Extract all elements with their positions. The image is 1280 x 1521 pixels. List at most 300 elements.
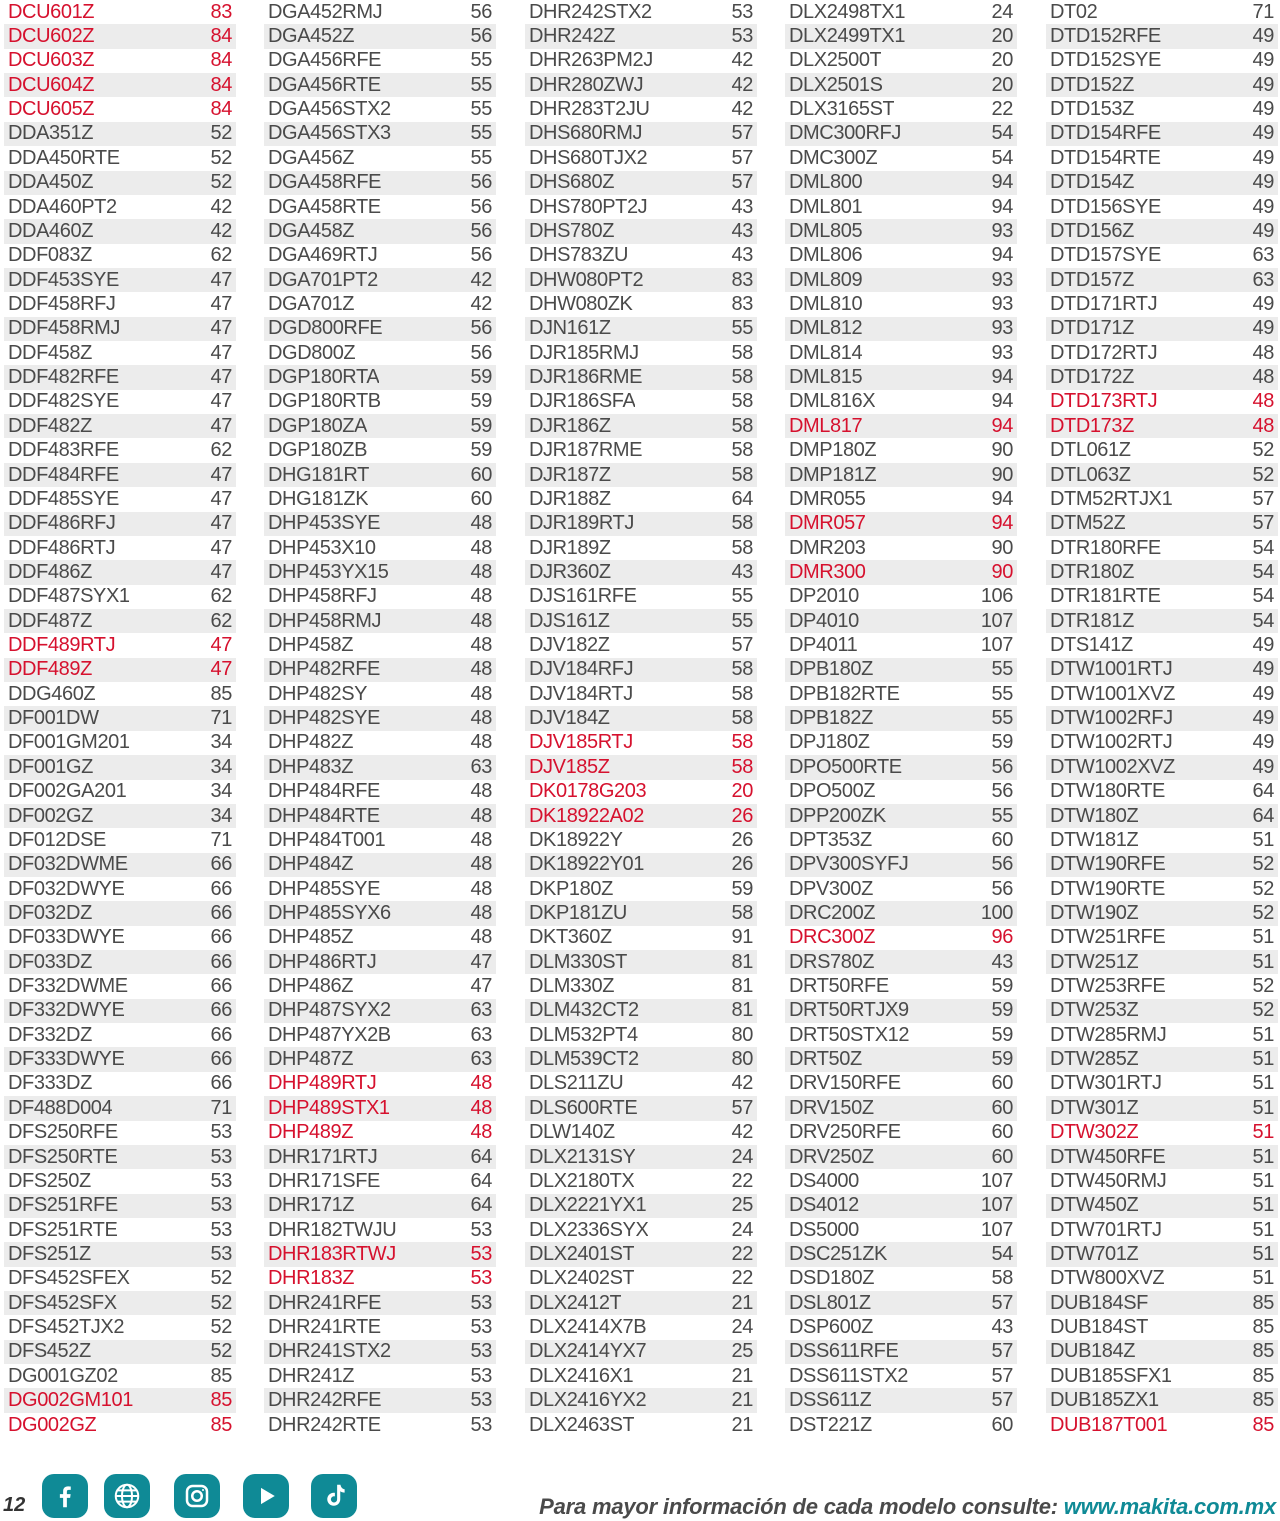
model-code: DDF483RFE bbox=[8, 439, 119, 462]
model-code: DTD154RTE bbox=[1050, 146, 1161, 169]
page-reference: 94 bbox=[991, 195, 1013, 218]
index-row bbox=[1046, 1194, 1278, 1218]
model-code: DTW285RMJ bbox=[1050, 1023, 1167, 1046]
model-code: DTW1002XVZ bbox=[1050, 755, 1175, 778]
model-code: DGA456RTE bbox=[268, 73, 381, 96]
index-row bbox=[4, 97, 236, 121]
page-reference: 54 bbox=[991, 146, 1013, 169]
page-reference: 56 bbox=[991, 755, 1013, 778]
index-row bbox=[785, 414, 1017, 438]
index-row bbox=[525, 1096, 757, 1120]
page-reference: 93 bbox=[991, 219, 1013, 242]
page-reference: 59 bbox=[991, 731, 1013, 754]
model-code: DF033DWYE bbox=[8, 926, 125, 949]
page-reference: 48 bbox=[470, 512, 492, 535]
model-code: DF001GM201 bbox=[8, 731, 130, 754]
index-row bbox=[1046, 536, 1278, 560]
index-row bbox=[264, 219, 496, 243]
model-code: DS4012 bbox=[789, 1194, 859, 1217]
model-code: DTD156Z bbox=[1050, 219, 1134, 242]
page-reference: 24 bbox=[731, 1316, 753, 1339]
index-row bbox=[264, 1194, 496, 1218]
index-row bbox=[4, 1023, 236, 1047]
page-number: 12 bbox=[3, 1494, 26, 1516]
index-row bbox=[4, 1218, 236, 1242]
model-code: DMP180Z bbox=[789, 439, 877, 462]
page-reference: 63 bbox=[470, 999, 492, 1022]
page-reference: 26 bbox=[731, 853, 753, 876]
page-reference: 85 bbox=[1252, 1364, 1274, 1387]
model-code: DTD153Z bbox=[1050, 98, 1134, 121]
page-reference: 90 bbox=[991, 463, 1013, 486]
page-reference: 71 bbox=[210, 707, 232, 730]
index-row bbox=[1046, 1364, 1278, 1388]
page-reference: 48 bbox=[470, 877, 492, 900]
model-code: DLM330Z bbox=[529, 975, 615, 998]
page-reference: 94 bbox=[991, 390, 1013, 413]
page-reference: 58 bbox=[731, 707, 753, 730]
model-code: DSS611Z bbox=[789, 1389, 872, 1412]
index-row bbox=[1046, 974, 1278, 998]
model-code: DLS600RTE bbox=[529, 1096, 638, 1119]
index-row bbox=[4, 828, 236, 852]
index-row bbox=[264, 24, 496, 48]
model-code: DFS452TJX2 bbox=[8, 1316, 125, 1339]
page-reference: 58 bbox=[731, 414, 753, 437]
page-reference: 94 bbox=[991, 487, 1013, 510]
index-row bbox=[1046, 609, 1278, 633]
index-row bbox=[4, 171, 236, 195]
model-code: DTD152SYE bbox=[1050, 49, 1161, 72]
page-reference: 22 bbox=[731, 1243, 753, 1265]
model-code: DTD171RTJ bbox=[1050, 292, 1158, 315]
index-row bbox=[4, 926, 236, 950]
page-reference: 49 bbox=[1252, 122, 1274, 145]
model-code: DK18922Y01 bbox=[529, 853, 644, 876]
model-code: DLM532PT4 bbox=[529, 1023, 638, 1046]
page-reference: 43 bbox=[991, 950, 1013, 973]
instagram-icon[interactable] bbox=[174, 1474, 220, 1518]
model-code: DHS780Z bbox=[529, 219, 615, 242]
model-code: DK0178G203 bbox=[529, 780, 647, 803]
index-row bbox=[4, 1121, 236, 1145]
index-row bbox=[264, 536, 496, 560]
page-reference: 57 bbox=[731, 634, 753, 657]
model-code: DRV150RFE bbox=[789, 1072, 901, 1095]
model-code: DDF485SYE bbox=[8, 487, 119, 510]
model-code: DHP453SYE bbox=[268, 512, 381, 535]
model-code: DJS161Z bbox=[529, 609, 610, 632]
page-reference: 49 bbox=[1252, 49, 1274, 72]
index-row bbox=[525, 901, 757, 925]
index-row bbox=[785, 438, 1017, 462]
model-code: DHP486RTJ bbox=[268, 950, 377, 973]
page-reference: 56 bbox=[470, 219, 492, 242]
page-reference: 55 bbox=[991, 804, 1013, 827]
index-row bbox=[525, 999, 757, 1023]
page-reference: 59 bbox=[470, 439, 492, 462]
model-code: DTW253RFE bbox=[1050, 975, 1166, 998]
model-code: DPB182RTE bbox=[789, 682, 900, 705]
index-row bbox=[4, 950, 236, 974]
index-row bbox=[1046, 487, 1278, 511]
index-row bbox=[525, 560, 757, 584]
index-row bbox=[4, 1291, 236, 1315]
index-row bbox=[264, 926, 496, 950]
index-row bbox=[525, 1169, 757, 1193]
page-reference: 66 bbox=[210, 950, 232, 973]
page-reference: 47 bbox=[210, 268, 232, 291]
index-row bbox=[525, 1291, 757, 1315]
page-reference: 85 bbox=[210, 1364, 232, 1387]
page-reference: 42 bbox=[731, 1072, 753, 1095]
page-reference: 54 bbox=[1252, 536, 1274, 559]
model-code: DDF486RTJ bbox=[8, 536, 116, 559]
model-code: DTW450Z bbox=[1050, 1194, 1139, 1217]
page-reference: 48 bbox=[1252, 390, 1274, 413]
tiktok-icon[interactable] bbox=[311, 1474, 357, 1518]
page-reference: 64 bbox=[731, 487, 753, 510]
page-reference: 52 bbox=[210, 146, 232, 169]
page-reference: 43 bbox=[731, 195, 753, 218]
model-code: DLX3165ST bbox=[789, 98, 895, 121]
page-reference: 51 bbox=[1252, 926, 1274, 949]
model-code: DTR180Z bbox=[1050, 560, 1134, 583]
page-reference: 60 bbox=[991, 1072, 1013, 1095]
model-code: DHP482RFE bbox=[268, 658, 380, 681]
page-reference: 64 bbox=[470, 1145, 492, 1168]
model-code: DTW1001RTJ bbox=[1050, 658, 1173, 681]
page-reference: 25 bbox=[731, 1194, 753, 1217]
index-row bbox=[525, 609, 757, 633]
page-reference: 25 bbox=[731, 1340, 753, 1363]
index-row bbox=[264, 0, 496, 24]
model-code: DHP458RFJ bbox=[268, 585, 377, 608]
index-row bbox=[264, 1315, 496, 1339]
model-code: DJV182Z bbox=[529, 634, 610, 657]
model-code: DHR242RTE bbox=[268, 1413, 381, 1436]
index-row bbox=[1046, 365, 1278, 389]
page-reference: 48 bbox=[470, 901, 492, 924]
model-code: DS5000 bbox=[789, 1218, 859, 1241]
index-row bbox=[4, 24, 236, 48]
page-reference: 34 bbox=[210, 780, 232, 803]
index-row bbox=[785, 780, 1017, 804]
page-reference: 49 bbox=[1252, 755, 1274, 778]
index-row bbox=[4, 804, 236, 828]
index-row bbox=[785, 1218, 1017, 1242]
index-row bbox=[264, 1145, 496, 1169]
page-reference: 42 bbox=[731, 49, 753, 72]
model-code: DP4011 bbox=[789, 634, 858, 657]
index-row bbox=[4, 1340, 236, 1364]
page-reference: 34 bbox=[210, 731, 232, 754]
page-reference: 21 bbox=[731, 1413, 753, 1436]
index-row bbox=[785, 853, 1017, 877]
model-code: DGA456STX3 bbox=[268, 122, 391, 145]
index-row bbox=[264, 1023, 496, 1047]
model-code: DML814 bbox=[789, 341, 863, 364]
model-code: DHS783ZU bbox=[529, 244, 629, 267]
model-code: DRV250Z bbox=[789, 1145, 874, 1168]
model-code: DDF482Z bbox=[8, 414, 92, 437]
model-code: DTD172Z bbox=[1050, 366, 1134, 389]
model-code: DHP483Z bbox=[268, 755, 354, 778]
page-reference: 57 bbox=[731, 1096, 753, 1119]
index-row bbox=[525, 682, 757, 706]
model-code: DTW302Z bbox=[1050, 1121, 1139, 1144]
page-reference: 48 bbox=[1252, 341, 1274, 364]
page-reference: 85 bbox=[1252, 1389, 1274, 1412]
model-code: DTW181Z bbox=[1050, 828, 1139, 851]
index-row bbox=[264, 512, 496, 536]
index-row bbox=[264, 292, 496, 316]
index-row bbox=[264, 97, 496, 121]
index-row bbox=[1046, 828, 1278, 852]
index-row bbox=[264, 341, 496, 365]
index-column-4 bbox=[785, 0, 1017, 1437]
index-row bbox=[1046, 1340, 1278, 1364]
page-reference: 94 bbox=[991, 171, 1013, 194]
page-reference: 55 bbox=[991, 707, 1013, 730]
page-reference: 85 bbox=[210, 1413, 232, 1436]
page-reference: 55 bbox=[991, 682, 1013, 705]
index-row bbox=[785, 292, 1017, 316]
index-row bbox=[785, 463, 1017, 487]
model-code: DHW080ZK bbox=[529, 292, 633, 315]
index-row bbox=[4, 1315, 236, 1339]
page-reference: 56 bbox=[470, 25, 492, 48]
model-code: DHP482Z bbox=[268, 731, 354, 754]
index-row bbox=[1046, 755, 1278, 779]
page-reference: 52 bbox=[210, 122, 232, 145]
index-row bbox=[525, 365, 757, 389]
model-code: DDF458Z bbox=[8, 341, 92, 364]
page-reference: 48 bbox=[470, 560, 492, 583]
page-reference: 59 bbox=[991, 1023, 1013, 1046]
model-code: DHP485SYX6 bbox=[268, 901, 391, 924]
model-code: DDF487SYX1 bbox=[8, 585, 130, 608]
index-column-1 bbox=[4, 0, 236, 1437]
model-code: DTD157SYE bbox=[1050, 244, 1161, 267]
model-code: DFS251RFE bbox=[8, 1194, 118, 1217]
page-reference: 22 bbox=[991, 98, 1013, 121]
footer-info bbox=[539, 1494, 1276, 1520]
index-row bbox=[1046, 1291, 1278, 1315]
model-code: DDF486Z bbox=[8, 560, 92, 583]
index-column-2 bbox=[264, 0, 496, 1437]
model-code: DFS251RTE bbox=[8, 1218, 118, 1241]
index-row bbox=[264, 49, 496, 73]
page-reference: 83 bbox=[731, 292, 753, 315]
page-reference: 59 bbox=[991, 1048, 1013, 1071]
model-code: DHR171RTJ bbox=[268, 1145, 378, 1168]
page-reference: 47 bbox=[210, 487, 232, 510]
page-reference: 48 bbox=[470, 634, 492, 657]
page-reference: 100 bbox=[980, 901, 1013, 924]
model-code: DDF458RFJ bbox=[8, 292, 116, 315]
model-code: DF032DZ bbox=[8, 901, 92, 924]
page-reference: 47 bbox=[210, 317, 232, 340]
index-row bbox=[264, 463, 496, 487]
page-reference: 55 bbox=[470, 98, 492, 121]
model-code: DMR055 bbox=[789, 487, 866, 510]
model-code: DFS251Z bbox=[8, 1243, 91, 1265]
page-reference: 59 bbox=[470, 414, 492, 437]
index-row bbox=[525, 244, 757, 268]
page-reference: 52 bbox=[210, 1340, 232, 1363]
page-reference: 94 bbox=[991, 366, 1013, 389]
model-code: DTW301RTJ bbox=[1050, 1072, 1162, 1095]
page-reference: 52 bbox=[1252, 463, 1274, 486]
index-row bbox=[4, 122, 236, 146]
index-row bbox=[1046, 1242, 1278, 1266]
index-row bbox=[264, 658, 496, 682]
index-row bbox=[785, 560, 1017, 584]
model-code: DRV150Z bbox=[789, 1096, 874, 1119]
index-row bbox=[264, 1047, 496, 1071]
model-code: DG002GM101 bbox=[8, 1389, 133, 1412]
facebook-icon[interactable] bbox=[42, 1474, 88, 1518]
index-row bbox=[4, 731, 236, 755]
index-row bbox=[264, 122, 496, 146]
index-row bbox=[785, 0, 1017, 24]
index-row bbox=[1046, 1047, 1278, 1071]
page-reference: 51 bbox=[1252, 950, 1274, 973]
model-code: DF002GZ bbox=[8, 804, 94, 827]
page-reference: 81 bbox=[731, 975, 753, 998]
page-reference: 47 bbox=[210, 512, 232, 535]
index-row bbox=[4, 0, 236, 24]
index-row bbox=[785, 950, 1017, 974]
index-row bbox=[525, 122, 757, 146]
page-reference: 49 bbox=[1252, 25, 1274, 48]
index-column-5 bbox=[1046, 0, 1278, 1437]
model-code: DF001GZ bbox=[8, 755, 94, 778]
page-reference: 93 bbox=[991, 317, 1013, 340]
page-reference: 49 bbox=[1252, 731, 1274, 754]
model-code: DJR187RME bbox=[529, 439, 643, 462]
model-code: DLM432CT2 bbox=[529, 999, 639, 1022]
index-row bbox=[264, 682, 496, 706]
page-reference: 83 bbox=[210, 0, 232, 23]
model-code: DFS250RTE bbox=[8, 1145, 118, 1168]
model-code: DDA351Z bbox=[8, 122, 94, 145]
index-row bbox=[4, 633, 236, 657]
index-row bbox=[264, 1388, 496, 1412]
index-row bbox=[4, 536, 236, 560]
model-code: DDF458RMJ bbox=[8, 317, 120, 340]
model-code: DTD171Z bbox=[1050, 317, 1134, 340]
page-reference: 81 bbox=[731, 950, 753, 973]
index-row bbox=[525, 828, 757, 852]
page-reference: 48 bbox=[470, 682, 492, 705]
page-footer bbox=[0, 1460, 1280, 1521]
page-reference: 58 bbox=[731, 682, 753, 705]
page-reference: 57 bbox=[991, 1340, 1013, 1363]
model-code: DRT50STX12 bbox=[789, 1023, 910, 1046]
index-row bbox=[1046, 49, 1278, 73]
page-reference: 42 bbox=[731, 98, 753, 121]
model-code: DTW190RTE bbox=[1050, 877, 1165, 900]
index-row bbox=[1046, 414, 1278, 438]
index-row bbox=[785, 390, 1017, 414]
model-code: DML812 bbox=[789, 317, 863, 340]
index-row bbox=[4, 1169, 236, 1193]
index-row bbox=[525, 853, 757, 877]
index-row bbox=[525, 463, 757, 487]
page-reference: 48 bbox=[470, 1072, 492, 1095]
index-row bbox=[4, 414, 236, 438]
model-code: DGA458RFE bbox=[268, 171, 382, 194]
model-code: DDF487Z bbox=[8, 609, 92, 632]
index-row bbox=[264, 706, 496, 730]
index-row bbox=[264, 1267, 496, 1291]
index-row bbox=[785, 609, 1017, 633]
page-reference: 47 bbox=[210, 292, 232, 315]
page-reference: 66 bbox=[210, 901, 232, 924]
index-row bbox=[1046, 804, 1278, 828]
index-row bbox=[264, 999, 496, 1023]
model-code: DMR300 bbox=[789, 560, 866, 583]
index-row bbox=[785, 658, 1017, 682]
model-code: DDA460Z bbox=[8, 219, 94, 242]
model-code: DTW450RMJ bbox=[1050, 1169, 1167, 1192]
globe-icon[interactable] bbox=[104, 1474, 150, 1518]
page-reference: 53 bbox=[210, 1145, 232, 1168]
model-code: DPO500RTE bbox=[789, 755, 902, 778]
model-code: DTR181Z bbox=[1050, 609, 1134, 632]
model-code: DTM52RTJX1 bbox=[1050, 487, 1173, 510]
page-reference: 48 bbox=[470, 585, 492, 608]
page-reference: 53 bbox=[470, 1364, 492, 1387]
model-code: DHP487YX2B bbox=[268, 1023, 391, 1046]
model-code: DLX2416YX2 bbox=[529, 1389, 647, 1412]
index-row bbox=[4, 560, 236, 584]
page-reference: 51 bbox=[1252, 1243, 1274, 1265]
page-reference: 53 bbox=[470, 1243, 492, 1265]
page-reference: 56 bbox=[991, 877, 1013, 900]
page-reference: 59 bbox=[991, 975, 1013, 998]
page-reference: 58 bbox=[731, 341, 753, 364]
model-code: DRS780Z bbox=[789, 950, 875, 973]
model-code: DHG181RT bbox=[268, 463, 369, 486]
page-reference: 56 bbox=[991, 853, 1013, 876]
index-row bbox=[785, 1047, 1017, 1071]
page-reference: 57 bbox=[991, 1389, 1013, 1412]
index-row bbox=[525, 633, 757, 657]
page-reference: 47 bbox=[470, 975, 492, 998]
model-code: DML810 bbox=[789, 292, 863, 315]
model-code: DRT50Z bbox=[789, 1048, 862, 1071]
model-code: DUB187T001 bbox=[1050, 1413, 1168, 1436]
index-row bbox=[1046, 706, 1278, 730]
index-row bbox=[264, 1096, 496, 1120]
index-row bbox=[264, 804, 496, 828]
youtube-icon[interactable] bbox=[243, 1474, 289, 1518]
page-reference: 80 bbox=[731, 1048, 753, 1071]
footer-url-link[interactable]: www.makita.com.mx bbox=[1063, 1494, 1276, 1519]
page-reference: 53 bbox=[470, 1267, 492, 1290]
page-reference: 48 bbox=[470, 609, 492, 632]
index-row bbox=[785, 146, 1017, 170]
page-reference: 58 bbox=[731, 901, 753, 924]
index-row bbox=[785, 1364, 1017, 1388]
page-reference: 60 bbox=[991, 828, 1013, 851]
model-code: DHS780PT2J bbox=[529, 195, 648, 218]
page-reference: 47 bbox=[210, 560, 232, 583]
model-code: DTW450RFE bbox=[1050, 1145, 1166, 1168]
